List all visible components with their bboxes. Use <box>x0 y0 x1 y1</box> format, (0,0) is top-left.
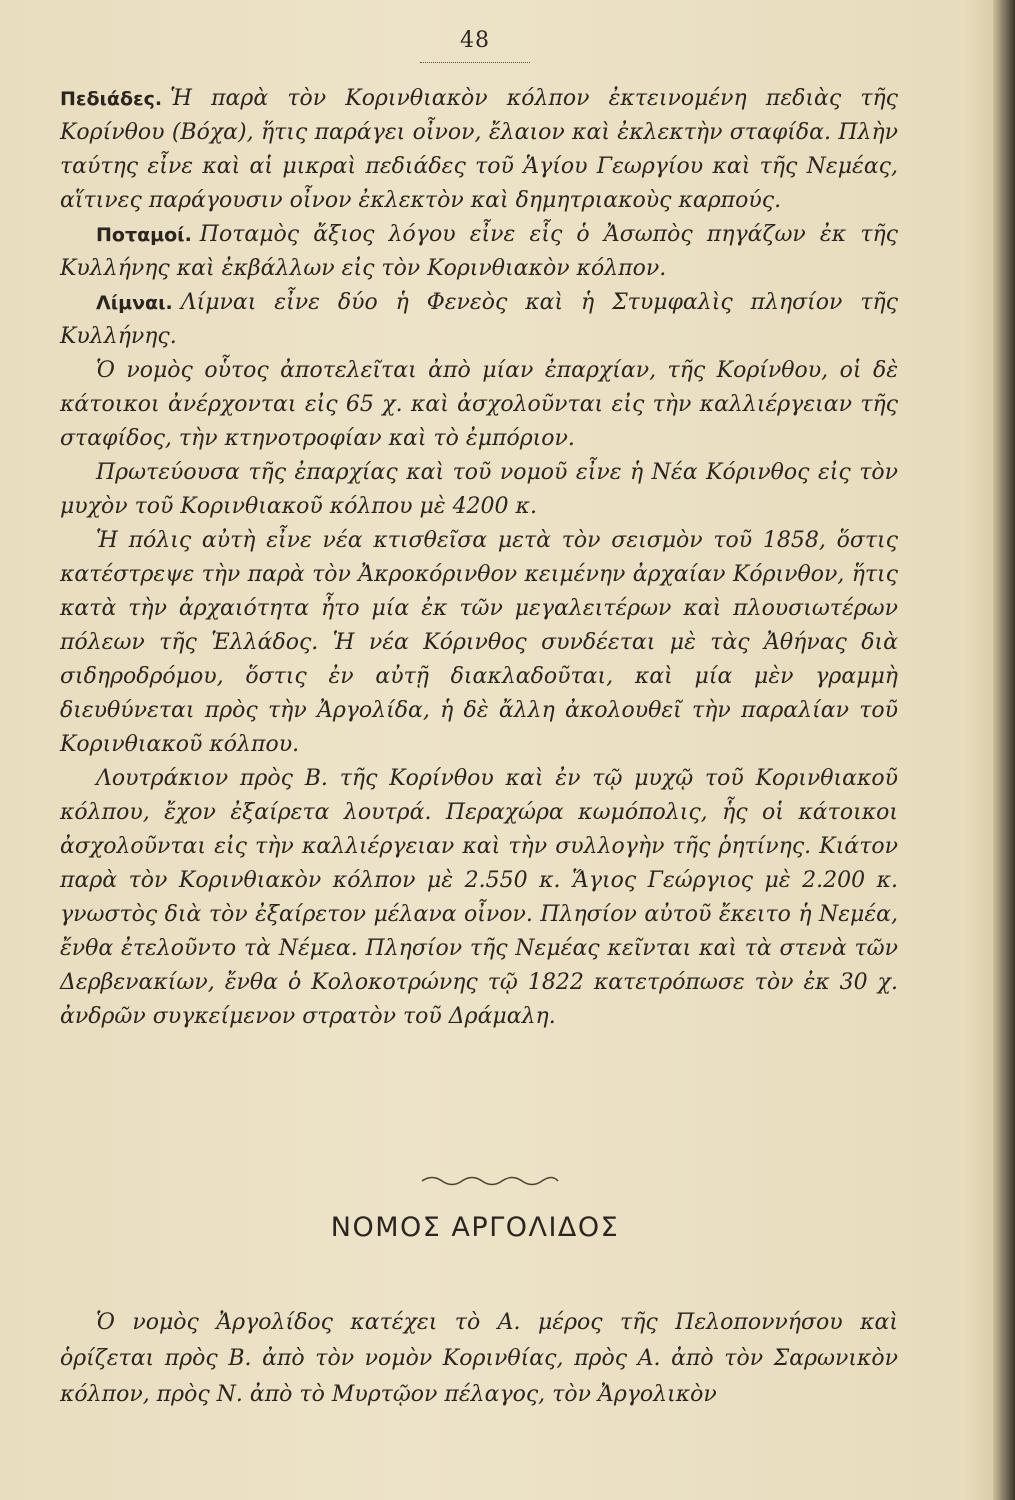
paragraph-lakes <box>60 286 898 354</box>
paragraph-city <box>60 524 898 762</box>
heading-lakes: Λίμναι. <box>96 292 173 314</box>
section-title: ΝΟΜΟΣ ΑΡΓΟΛΙΔΟΣ <box>330 1212 620 1243</box>
page-binding-edge <box>993 0 1015 1500</box>
section-paragraph: Ὁ νομὸς Ἀργολίδος κατέχει τὸ Α. μέρος τῆς Πελοποννήσου καὶ ὁρίζεται πρὸς Β. ἀπὸ τὸν νομὸν Κορινθίας, πρὸς Α. ἀπὸ τὸν Σαρωνικὸν κόλπον, πρὸς Ν. ἀπὸ τὸ Μυρτῷον πέλαγος, τὸν Ἀργολικὸν <box>60 1310 898 1407</box>
text-towns: Λουτράκιον πρὸς Β. τῆς Κορίνθου καὶ ἐν τῷ μυχῷ τοῦ Κορινθιακοῦ κόλπου, ἔχον ἐξαίρετα λουτρά. Περαχώρα κωμόπολις, ἧς οἱ κάτοικοι ἀσχολοῦνται εἰς τὴν καλλιέργειαν καὶ τὴν συλλογὴν τῆς ῥητίνης. Κιάτον παρὰ τὸν Κορινθιακὸν κόλπον μὲ 2.550 κ. Ἅγιος Γεώργιος μὲ 2.200 κ. γνωστὸς διὰ τὸν ἐξαίρετον μέλανα οἶνον. Πλησίον αὐτοῦ ἔκειτο ἡ Νεμέα, ἔνθα ἐτελοῦντο τὰ Νέμεα. Πλησίον τῆς Νεμέας κεῖνται καὶ τὰ στενὰ τῶν Δερβενακίων, ἔνθα ὁ Κολοκοτρώνης τῷ 1822 κατετρόπωσε τὸν ἐκ 30 χ. ἀνδρῶν συγκείμενον στρατὸν τοῦ Δράμαλη. <box>60 766 898 1029</box>
heading-rivers: Ποταμοί. <box>96 224 192 246</box>
paragraph-capital <box>60 456 898 524</box>
body-text <box>60 82 898 1034</box>
paragraph-towns <box>60 762 898 1034</box>
page-number: 48 <box>460 28 490 53</box>
page-number-rule <box>420 62 530 63</box>
paragraph-plains <box>60 82 898 218</box>
text-lakes: Λίμναι εἶνε δύο ἡ Φενεὸς καὶ ἡ Στυμφαλὶς πλησίον τῆς Κυλλήνης. <box>60 290 898 349</box>
text-capital: Πρωτεύουσα τῆς ἐπαρχίας καὶ τοῦ νομοῦ εἶνε ἡ Νέα Κόρινθος εἰς τὸν μυχὸν τοῦ Κορινθιακοῦ κόλπου μὲ 4200 κ. <box>60 460 898 519</box>
section-divider-ornament <box>420 1172 560 1190</box>
heading-plains: Πεδιάδες. <box>60 88 163 110</box>
paragraph-rivers <box>60 218 898 286</box>
text-prefecture: Ὁ νομὸς οὗτος ἀποτελεῖται ἀπὸ μίαν ἐπαρχίαν, τῆς Κορίνθου, οἱ δὲ κάτοικοι ἀνέρχονται εἰς 65 χ. καὶ ἀσχολοῦνται εἰς τὴν καλλιέργειαν τῆς σταφίδος, τὴν κτηνοτροφίαν καὶ τὸ ἐμπόριον. <box>60 358 898 451</box>
text-plains: Ἡ παρὰ τὸν Κορινθιακὸν κόλπον ἐκτεινομένη πεδιὰς τῆς Κορίνθου (Βόχα), ἥτις παράγει οἶνον, ἔλαιον καὶ ἐκλεκτὴν σταφίδα. Πλὴν ταύτης εἶνε καὶ αἱ μικραὶ πεδιάδες τοῦ Ἁγίου Γεωργίου καὶ τῆς Νεμέας, αἵτινες παράγουσιν οἶνον ἐκλεκτὸν καὶ δημητριακοὺς καρπούς. <box>60 86 898 213</box>
section-text <box>60 1305 898 1413</box>
paragraph-prefecture <box>60 354 898 456</box>
text-rivers: Ποταμὸς ἄξιος λόγου εἶνε εἷς ὁ Ἀσωπὸς πηγάζων ἐκ τῆς Κυλλήνης καὶ ἐκβάλλων εἰς τὸν Κορινθιακὸν κόλπον. <box>60 222 898 281</box>
text-city: Ἡ πόλις αὐτὴ εἶνε νέα κτισθεῖσα μετὰ τὸν σεισμὸν τοῦ 1858, ὅστις κατέστρεψε τὴν παρὰ τὸν Ἀκροκόρινθον κειμένην ἀρχαίαν Κόρινθον, ἥτις κατὰ τὴν ἀρχαιότητα ἦτο μία ἐκ τῶν μεγαλειτέρων καὶ πλουσιωτέρων πόλεων τῆς Ἑλλάδος. Ἡ νέα Κόρινθος συνδέεται μὲ τὰς Ἀθήνας διὰ σιδηροδρόμου, ὅστις ἐν αὐτῇ διακλαδοῦται, καὶ μία μὲν γραμμὴ διευθύνεται πρὸς τὴν Ἀργολίδα, ἡ δὲ ἄλλη ἀκολουθεῖ τὴν παραλίαν τοῦ Κορινθιακοῦ κόλπου. <box>60 528 898 757</box>
